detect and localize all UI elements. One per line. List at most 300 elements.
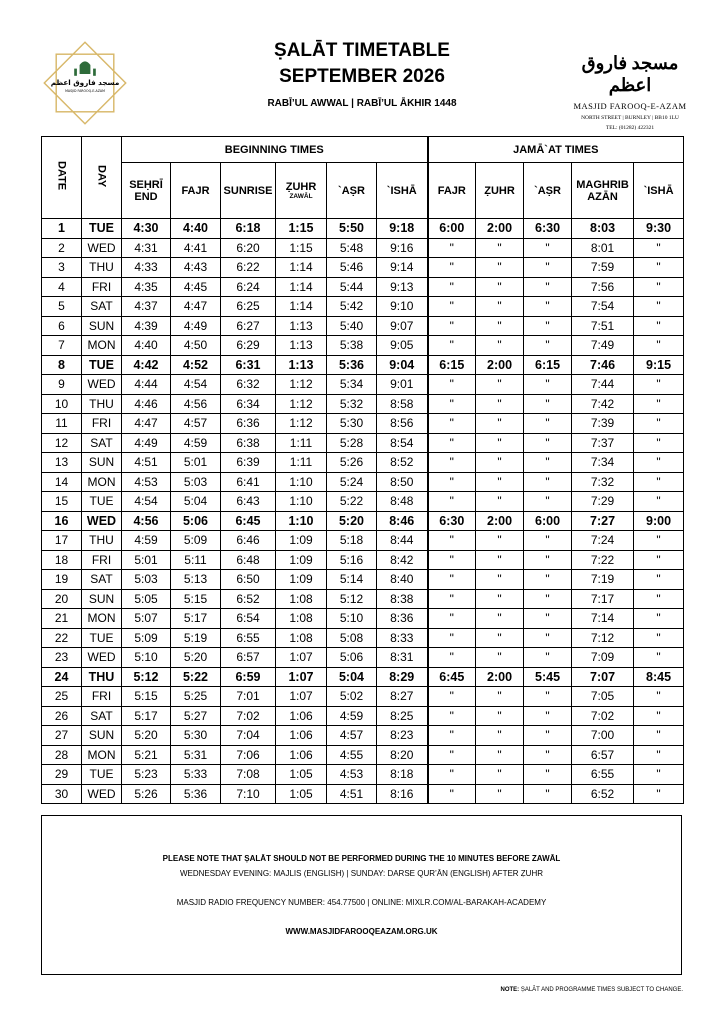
- header-date: DATE: [42, 137, 82, 219]
- cell-j-zuhr: ": [476, 570, 524, 590]
- cell-isha: 8:52: [377, 453, 428, 473]
- cell-day: SUN: [82, 316, 122, 336]
- cell-day: SAT: [82, 433, 122, 453]
- cell-j-asr: ": [524, 277, 572, 297]
- notes-box: [41, 815, 682, 975]
- cell-zuhr: 1:10: [276, 472, 327, 492]
- cell-fajr: 4:45: [171, 277, 221, 297]
- cell-j-asr: ": [524, 336, 572, 356]
- cell-j-zuhr: 2:00: [476, 667, 524, 687]
- cell-j-zuhr: ": [476, 394, 524, 414]
- cell-sehri: 4:40: [122, 336, 171, 356]
- cell-day: MON: [82, 472, 122, 492]
- cell-j-isha: ": [634, 414, 684, 434]
- table-row: [42, 706, 684, 726]
- cell-j-fajr: ": [428, 628, 476, 648]
- cell-sunrise: 7:06: [221, 745, 276, 765]
- cell-date: 23: [42, 648, 82, 668]
- page-subtitle: SEPTEMBER 2026: [279, 66, 445, 87]
- cell-asr: 5:50: [327, 219, 377, 239]
- cell-isha: 8:42: [377, 550, 428, 570]
- cell-j-fajr: ": [428, 726, 476, 746]
- table-row: [42, 765, 684, 785]
- cell-maghrib: 7:09: [572, 648, 634, 668]
- cell-day: WED: [82, 238, 122, 258]
- note-programmes: WEDNESDAY EVENING: MAJLIS (ENGLISH) | SUNDAY: DARSE QUR’ĀN (ENGLISH) AFTER ẒUHR: [179, 869, 544, 878]
- table-row: [42, 433, 684, 453]
- cell-maghrib: 8:01: [572, 238, 634, 258]
- cell-j-isha: ": [634, 550, 684, 570]
- cell-asr: 5:22: [327, 492, 377, 512]
- cell-j-isha: ": [634, 238, 684, 258]
- cell-j-isha: ": [634, 745, 684, 765]
- cell-day: SAT: [82, 297, 122, 317]
- cell-day: TUE: [82, 219, 122, 239]
- cell-isha: 8:38: [377, 589, 428, 609]
- cell-maghrib: 7:46: [572, 355, 634, 375]
- cell-fajr: 4:54: [171, 375, 221, 395]
- cell-fajr: 5:36: [171, 784, 221, 804]
- table-row: [42, 297, 684, 317]
- cell-fajr: 5:33: [171, 765, 221, 785]
- logo-english-text: MASJID FAROOQ-E-AZAM: [65, 89, 105, 93]
- cell-zuhr: 1:14: [276, 277, 327, 297]
- cell-j-asr: ": [524, 550, 572, 570]
- cell-j-asr: ": [524, 433, 572, 453]
- cell-fajr: 4:47: [171, 297, 221, 317]
- cell-j-isha: ": [634, 258, 684, 278]
- cell-j-zuhr: 2:00: [476, 511, 524, 531]
- cell-asr: 5:36: [327, 355, 377, 375]
- cell-zuhr: 1:07: [276, 648, 327, 668]
- cell-isha: 9:16: [377, 238, 428, 258]
- cell-j-isha: ": [634, 394, 684, 414]
- cell-j-zuhr: ": [476, 453, 524, 473]
- cell-sunrise: 6:46: [221, 531, 276, 551]
- cell-zuhr: 1:15: [276, 219, 327, 239]
- cell-j-asr: ": [524, 765, 572, 785]
- cell-maghrib: 8:03: [572, 219, 634, 239]
- cell-j-zuhr: ": [476, 628, 524, 648]
- cell-day: FRI: [82, 277, 122, 297]
- cell-sunrise: 6:29: [221, 336, 276, 356]
- cell-sehri: 5:03: [122, 570, 171, 590]
- cell-asr: 5:44: [327, 277, 377, 297]
- cell-j-asr: ": [524, 609, 572, 629]
- cell-isha: 9:10: [377, 297, 428, 317]
- masjid-name: MASJID FAROOQ-E-AZAM: [573, 101, 687, 111]
- cell-fajr: 4:50: [171, 336, 221, 356]
- header-fajr: FAJR: [171, 163, 221, 219]
- cell-date: 17: [42, 531, 82, 551]
- cell-asr: 5:32: [327, 394, 377, 414]
- footnote: NOTE: ṢALĀT AND PROGRAMME TIMES SUBJECT TO CHANGE.: [500, 987, 683, 993]
- website-link[interactable]: WWW.MASJIDFAROOQEAZAM.ORG.UK: [285, 927, 438, 936]
- cell-date: 5: [42, 297, 82, 317]
- cell-sehri: 5:26: [122, 784, 171, 804]
- page-title: ṢALĀT TIMETABLE: [274, 40, 450, 61]
- header-jamaat-times: JAMĀ`AT TIMES: [428, 137, 684, 163]
- cell-sehri: 4:37: [122, 297, 171, 317]
- cell-day: FRI: [82, 414, 122, 434]
- cell-sehri: 5:09: [122, 628, 171, 648]
- cell-sehri: 5:23: [122, 765, 171, 785]
- cell-maghrib: 7:22: [572, 550, 634, 570]
- cell-sehri: 4:51: [122, 453, 171, 473]
- cell-sunrise: 6:27: [221, 316, 276, 336]
- cell-maghrib: 7:24: [572, 531, 634, 551]
- masjid-address: NORTH STREET | BURNLEY | BB10 1LU: [581, 115, 679, 121]
- cell-j-asr: ": [524, 453, 572, 473]
- cell-sunrise: 6:52: [221, 589, 276, 609]
- cell-j-isha: ": [634, 316, 684, 336]
- cell-j-zuhr: ": [476, 531, 524, 551]
- cell-j-asr: ": [524, 726, 572, 746]
- cell-j-asr: ": [524, 238, 572, 258]
- cell-date: 4: [42, 277, 82, 297]
- cell-j-asr: ": [524, 648, 572, 668]
- cell-j-isha: ": [634, 687, 684, 707]
- cell-day: WED: [82, 648, 122, 668]
- cell-zuhr: 1:09: [276, 550, 327, 570]
- cell-maghrib: 6:52: [572, 784, 634, 804]
- cell-sehri: 5:01: [122, 550, 171, 570]
- cell-asr: 5:02: [327, 687, 377, 707]
- cell-day: MON: [82, 745, 122, 765]
- cell-sunrise: 7:08: [221, 765, 276, 785]
- cell-j-asr: ": [524, 414, 572, 434]
- cell-sunrise: 6:39: [221, 453, 276, 473]
- cell-date: 8: [42, 355, 82, 375]
- cell-date: 16: [42, 511, 82, 531]
- cell-j-fajr: ": [428, 531, 476, 551]
- cell-isha: 9:13: [377, 277, 428, 297]
- cell-j-asr: 5:45: [524, 667, 572, 687]
- cell-sehri: 5:15: [122, 687, 171, 707]
- cell-asr: 5:48: [327, 238, 377, 258]
- cell-fajr: 4:40: [171, 219, 221, 239]
- cell-j-asr: ": [524, 784, 572, 804]
- cell-j-zuhr: ": [476, 784, 524, 804]
- cell-j-asr: ": [524, 589, 572, 609]
- cell-sunrise: 6:18: [221, 219, 276, 239]
- cell-maghrib: 7:05: [572, 687, 634, 707]
- cell-j-fajr: ": [428, 433, 476, 453]
- cell-sehri: 4:54: [122, 492, 171, 512]
- cell-j-zuhr: ": [476, 433, 524, 453]
- cell-date: 28: [42, 745, 82, 765]
- cell-fajr: 5:09: [171, 531, 221, 551]
- cell-maghrib: 7:17: [572, 589, 634, 609]
- header-sunrise: SUNRISE: [221, 163, 276, 219]
- cell-j-fajr: ": [428, 550, 476, 570]
- cell-zuhr: 1:08: [276, 609, 327, 629]
- cell-isha: 8:27: [377, 687, 428, 707]
- header-asr: `AṢR: [327, 163, 377, 219]
- cell-sunrise: 6:38: [221, 433, 276, 453]
- cell-sehri: 4:33: [122, 258, 171, 278]
- cell-maghrib: 7:27: [572, 511, 634, 531]
- cell-date: 18: [42, 550, 82, 570]
- cell-isha: 9:04: [377, 355, 428, 375]
- cell-day: MON: [82, 609, 122, 629]
- header-zawal: ZAWĀL: [289, 192, 313, 200]
- cell-date: 6: [42, 316, 82, 336]
- cell-zuhr: 1:06: [276, 726, 327, 746]
- cell-day: WED: [82, 375, 122, 395]
- cell-isha: 8:54: [377, 433, 428, 453]
- cell-day: SUN: [82, 726, 122, 746]
- cell-asr: 5:30: [327, 414, 377, 434]
- cell-j-zuhr: ": [476, 765, 524, 785]
- cell-fajr: 5:06: [171, 511, 221, 531]
- cell-j-isha: ": [634, 648, 684, 668]
- cell-sunrise: 6:57: [221, 648, 276, 668]
- cell-asr: 5:42: [327, 297, 377, 317]
- cell-day: SAT: [82, 570, 122, 590]
- cell-day: THU: [82, 531, 122, 551]
- cell-j-fajr: ": [428, 706, 476, 726]
- cell-j-fajr: ": [428, 745, 476, 765]
- cell-sehri: 5:21: [122, 745, 171, 765]
- cell-j-zuhr: ": [476, 414, 524, 434]
- cell-j-isha: ": [634, 375, 684, 395]
- cell-j-isha: ": [634, 277, 684, 297]
- table-row: [42, 511, 684, 531]
- cell-sunrise: 7:04: [221, 726, 276, 746]
- cell-asr: 5:20: [327, 511, 377, 531]
- header-jamaat-fajr: FAJR: [428, 163, 476, 219]
- cell-asr: 5:04: [327, 667, 377, 687]
- cell-j-zuhr: ": [476, 336, 524, 356]
- cell-j-zuhr: ": [476, 589, 524, 609]
- cell-sehri: 4:56: [122, 511, 171, 531]
- table-row: [42, 453, 684, 473]
- cell-maghrib: 7:02: [572, 706, 634, 726]
- cell-date: 30: [42, 784, 82, 804]
- cell-date: 27: [42, 726, 82, 746]
- cell-sehri: 5:12: [122, 667, 171, 687]
- cell-asr: 5:06: [327, 648, 377, 668]
- cell-zuhr: 1:12: [276, 414, 327, 434]
- logo-arabic-text: مسجد فاروق اعظم: [50, 77, 120, 87]
- timetable-body: [42, 219, 684, 804]
- cell-zuhr: 1:14: [276, 258, 327, 278]
- cell-isha: 8:58: [377, 394, 428, 414]
- cell-date: 13: [42, 453, 82, 473]
- header-beginning-times: BEGINNING TIMES: [122, 137, 428, 163]
- cell-sehri: 5:17: [122, 706, 171, 726]
- cell-sunrise: 6:55: [221, 628, 276, 648]
- cell-zuhr: 1:13: [276, 316, 327, 336]
- cell-date: 26: [42, 706, 82, 726]
- cell-j-fajr: ": [428, 687, 476, 707]
- masjid-info: [560, 52, 700, 131]
- cell-asr: 5:28: [327, 433, 377, 453]
- table-row: [42, 277, 684, 297]
- cell-j-fajr: ": [428, 258, 476, 278]
- cell-sunrise: 6:20: [221, 238, 276, 258]
- cell-isha: 8:25: [377, 706, 428, 726]
- cell-zuhr: 1:06: [276, 706, 327, 726]
- cell-asr: 4:51: [327, 784, 377, 804]
- cell-maghrib: 6:55: [572, 765, 634, 785]
- cell-j-fajr: ": [428, 784, 476, 804]
- cell-isha: 9:05: [377, 336, 428, 356]
- cell-maghrib: 7:51: [572, 316, 634, 336]
- cell-j-fajr: ": [428, 609, 476, 629]
- cell-j-isha: ": [634, 589, 684, 609]
- cell-sunrise: 6:32: [221, 375, 276, 395]
- cell-isha: 8:18: [377, 765, 428, 785]
- cell-j-isha: 9:00: [634, 511, 684, 531]
- cell-isha: 8:46: [377, 511, 428, 531]
- hijri-months: RABĪ’UL AWWAL | RABĪ’UL ĀKHIR 1448: [267, 98, 457, 109]
- cell-j-isha: 8:45: [634, 667, 684, 687]
- cell-date: 21: [42, 609, 82, 629]
- header-maghrib-azan: MAGHRIB AZĀN: [572, 163, 634, 219]
- cell-sunrise: 7:01: [221, 687, 276, 707]
- cell-j-asr: 6:00: [524, 511, 572, 531]
- cell-j-fajr: 6:45: [428, 667, 476, 687]
- cell-sunrise: 6:34: [221, 394, 276, 414]
- table-row: [42, 258, 684, 278]
- cell-maghrib: 7:14: [572, 609, 634, 629]
- cell-j-asr: ": [524, 531, 572, 551]
- cell-asr: 4:57: [327, 726, 377, 746]
- cell-day: SUN: [82, 589, 122, 609]
- cell-j-fajr: ": [428, 238, 476, 258]
- cell-isha: 8:56: [377, 414, 428, 434]
- cell-sehri: 4:39: [122, 316, 171, 336]
- cell-j-fajr: ": [428, 648, 476, 668]
- cell-day: THU: [82, 667, 122, 687]
- cell-j-isha: ": [634, 336, 684, 356]
- table-row: [42, 394, 684, 414]
- cell-sehri: 5:20: [122, 726, 171, 746]
- cell-date: 9: [42, 375, 82, 395]
- cell-date: 3: [42, 258, 82, 278]
- table-row: [42, 667, 684, 687]
- cell-j-asr: ": [524, 375, 572, 395]
- cell-sunrise: 7:02: [221, 706, 276, 726]
- cell-day: FRI: [82, 687, 122, 707]
- cell-isha: 8:23: [377, 726, 428, 746]
- cell-zuhr: 1:06: [276, 745, 327, 765]
- cell-zuhr: 1:07: [276, 687, 327, 707]
- cell-j-isha: ": [634, 472, 684, 492]
- cell-j-asr: ": [524, 745, 572, 765]
- cell-j-isha: ": [634, 628, 684, 648]
- cell-zuhr: 1:05: [276, 784, 327, 804]
- cell-j-asr: 6:30: [524, 219, 572, 239]
- cell-fajr: 5:19: [171, 628, 221, 648]
- table-row: [42, 375, 684, 395]
- prayer-timetable: [41, 136, 684, 804]
- cell-asr: 4:59: [327, 706, 377, 726]
- cell-isha: 8:31: [377, 648, 428, 668]
- table-row: [42, 492, 684, 512]
- cell-sehri: 4:30: [122, 219, 171, 239]
- cell-j-asr: ": [524, 687, 572, 707]
- cell-maghrib: 7:44: [572, 375, 634, 395]
- cell-asr: 5:40: [327, 316, 377, 336]
- cell-sehri: 4:46: [122, 394, 171, 414]
- cell-asr: 5:38: [327, 336, 377, 356]
- cell-j-asr: ": [524, 258, 572, 278]
- cell-j-isha: 9:30: [634, 219, 684, 239]
- cell-j-asr: ": [524, 706, 572, 726]
- header-jamaat-isha: `ISHĀ: [634, 163, 684, 219]
- cell-fajr: 5:11: [171, 550, 221, 570]
- cell-maghrib: 7:54: [572, 297, 634, 317]
- cell-j-zuhr: ": [476, 609, 524, 629]
- header-zuhr: ẒUHR ZAWĀL: [276, 163, 327, 219]
- cell-sunrise: 6:48: [221, 550, 276, 570]
- cell-date: 20: [42, 589, 82, 609]
- cell-j-isha: ": [634, 726, 684, 746]
- cell-j-isha: ": [634, 570, 684, 590]
- cell-sunrise: 6:50: [221, 570, 276, 590]
- cell-day: SUN: [82, 453, 122, 473]
- cell-j-isha: ": [634, 765, 684, 785]
- cell-fajr: 4:41: [171, 238, 221, 258]
- cell-asr: 5:10: [327, 609, 377, 629]
- cell-isha: 9:01: [377, 375, 428, 395]
- cell-fajr: 4:57: [171, 414, 221, 434]
- cell-j-zuhr: 2:00: [476, 355, 524, 375]
- cell-asr: 5:12: [327, 589, 377, 609]
- cell-j-fajr: ": [428, 394, 476, 414]
- table-row: [42, 589, 684, 609]
- cell-sehri: 4:53: [122, 472, 171, 492]
- cell-j-asr: 6:15: [524, 355, 572, 375]
- cell-j-isha: ": [634, 433, 684, 453]
- table-row: [42, 219, 684, 239]
- cell-sunrise: 6:25: [221, 297, 276, 317]
- cell-day: FRI: [82, 550, 122, 570]
- cell-fajr: 5:22: [171, 667, 221, 687]
- table-row: [42, 609, 684, 629]
- cell-day: WED: [82, 511, 122, 531]
- cell-sehri: 4:42: [122, 355, 171, 375]
- cell-j-zuhr: ": [476, 238, 524, 258]
- cell-zuhr: 1:13: [276, 336, 327, 356]
- header-jamaat-zuhr: ẒUHR: [476, 163, 524, 219]
- cell-fajr: 5:30: [171, 726, 221, 746]
- header-sehri-end: SEḤRĪ END: [122, 163, 171, 219]
- cell-day: SAT: [82, 706, 122, 726]
- cell-day: TUE: [82, 765, 122, 785]
- cell-j-fajr: ": [428, 765, 476, 785]
- cell-j-fajr: ": [428, 589, 476, 609]
- cell-sehri: 4:47: [122, 414, 171, 434]
- cell-fajr: 4:56: [171, 394, 221, 414]
- cell-fajr: 5:01: [171, 453, 221, 473]
- table-row: [42, 648, 684, 668]
- cell-fajr: 5:03: [171, 472, 221, 492]
- cell-zuhr: 1:11: [276, 433, 327, 453]
- masjid-telephone: TEL: (01282) 422321: [605, 125, 655, 131]
- cell-j-isha: ": [634, 297, 684, 317]
- cell-zuhr: 1:07: [276, 667, 327, 687]
- cell-maghrib: 7:42: [572, 394, 634, 414]
- cell-j-isha: ": [634, 609, 684, 629]
- cell-j-fajr: ": [428, 492, 476, 512]
- cell-j-fajr: ": [428, 375, 476, 395]
- cell-fajr: 4:49: [171, 316, 221, 336]
- cell-j-fajr: ": [428, 453, 476, 473]
